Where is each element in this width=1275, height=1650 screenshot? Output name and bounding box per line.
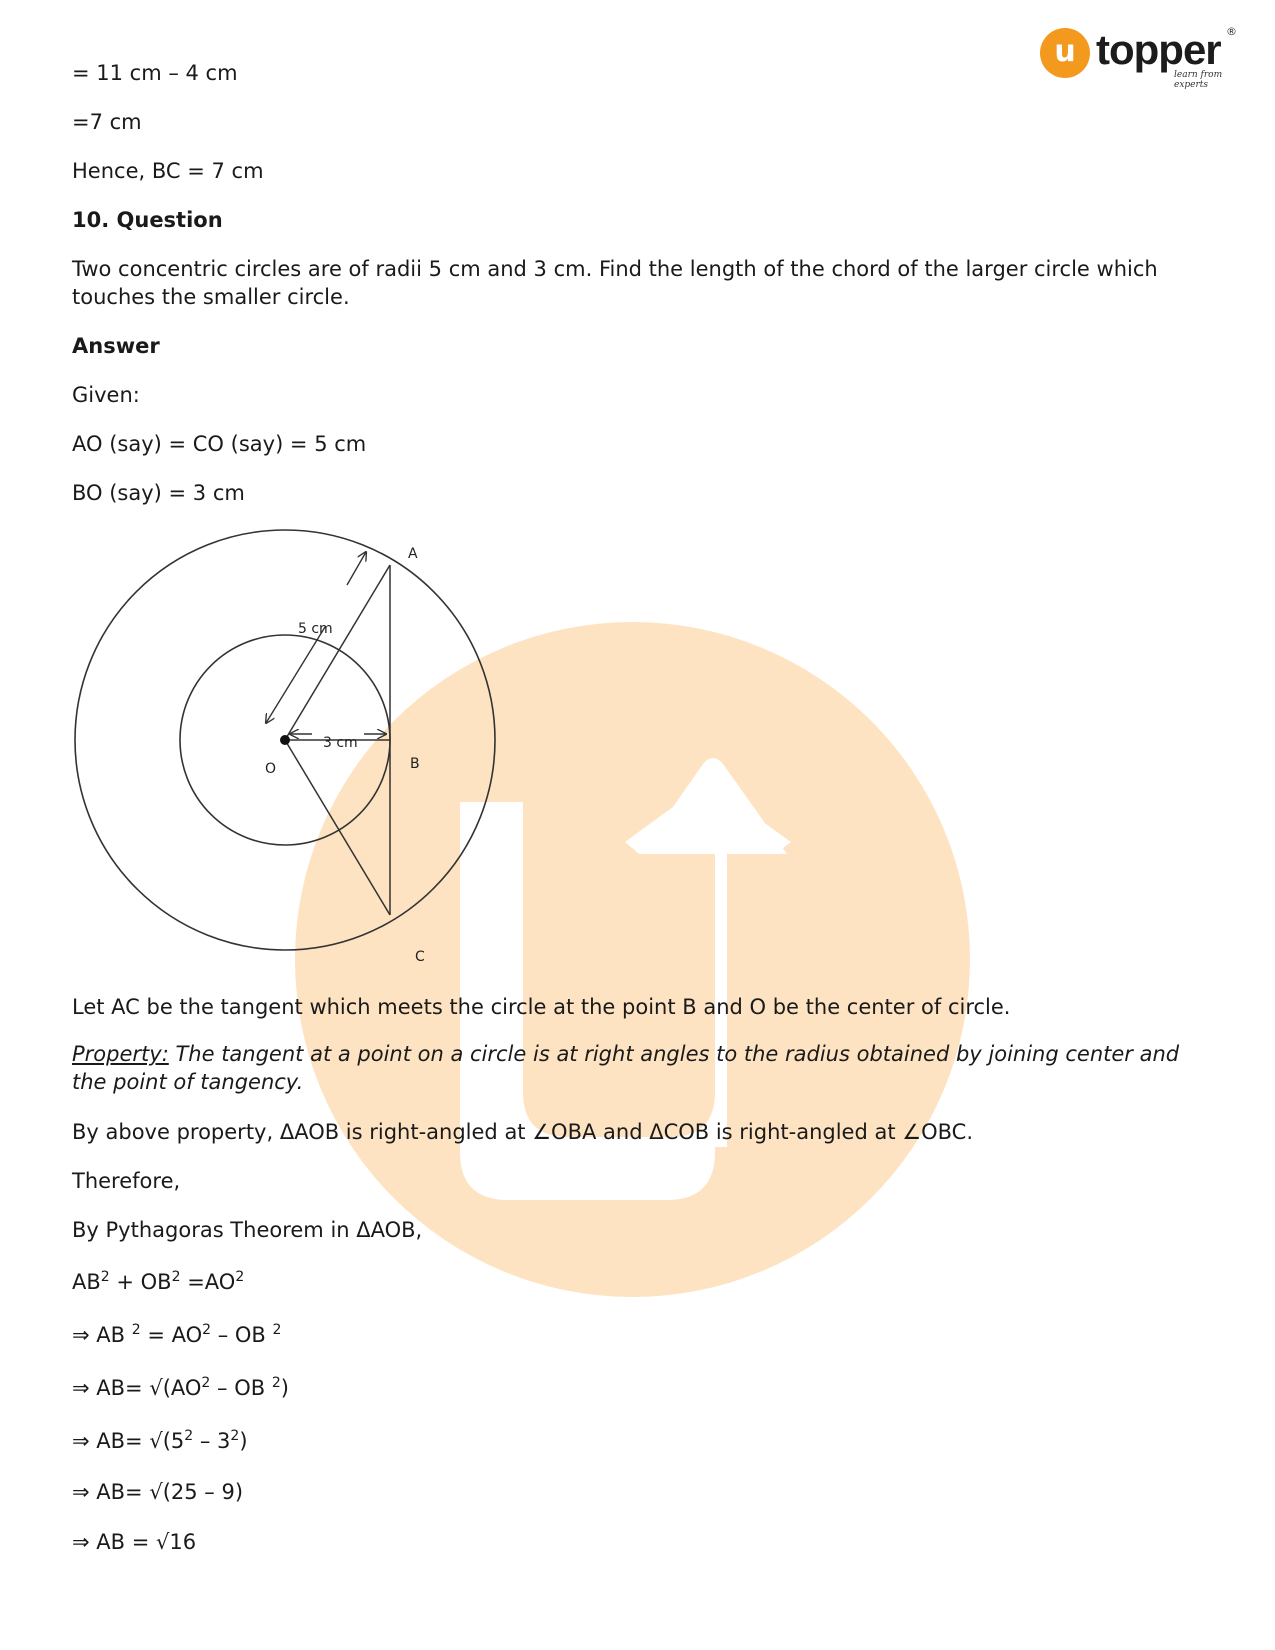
solution-line: = 11 cm – 4 cm	[72, 61, 238, 85]
brand-tagline: learn from experts	[1174, 70, 1223, 90]
equation-line: ⇒ AB $^2 = AO^2$ – OB $^2$	[72, 1322, 282, 1347]
property-text: The tangent at a point on a circle is at right angles to the radius obtained by joining center and the point of tangency.	[72, 1042, 1180, 1094]
segment-oc	[285, 740, 390, 915]
property-label: Property:	[72, 1042, 169, 1066]
solution-line: =7 cm	[72, 110, 142, 134]
label-3cm: 3 cm	[323, 735, 358, 751]
tangent-statement: Let AC be the tangent which meets the circle at the point B and O be the center of circle.	[72, 995, 1011, 1019]
label-5cm: 5 cm	[298, 621, 333, 637]
label-b: B	[410, 756, 420, 772]
brand-name: topper	[1096, 26, 1221, 73]
question-text: Two concentric circles are of radii 5 cm and 3 cm. Find the length of the chord of the larger circle which touches the smaller circle.	[72, 257, 1158, 309]
question-title: 10. Question	[72, 208, 223, 232]
given-ao-co: AO (say) = CO (say) = 5 cm	[72, 432, 367, 456]
radius-arrow-upper	[347, 552, 366, 585]
brand-logo	[1040, 24, 1240, 90]
given-bo: BO (say) = 3 cm	[72, 481, 245, 505]
center-point-o	[280, 735, 290, 745]
segment-oa	[285, 565, 390, 740]
label-c: C	[415, 949, 425, 965]
radius-arrow-lower	[266, 627, 325, 723]
brand-badge: u	[1040, 28, 1090, 78]
property-statement	[72, 1040, 1202, 1096]
equation-line: ⇒ $AB= √(AO^2$ – OB $^2$)	[72, 1375, 289, 1400]
therefore-line: Therefore,	[72, 1169, 181, 1193]
answer-title: Answer	[72, 334, 160, 358]
property-application: By above property, ΔAOB is right-angled at ∠OBA and ΔCOB is right-angled at ∠OBC.	[72, 1120, 973, 1144]
equation-line: ⇒ $AB= √(5^2 - 3^2)$	[72, 1428, 248, 1453]
solution-line: Hence, BC = 7 cm	[72, 159, 264, 183]
registered-mark: ®	[1226, 25, 1237, 38]
given-label: Given:	[72, 383, 140, 407]
pythagoras-line: By Pythagoras Theorem in ΔAOB,	[72, 1218, 423, 1242]
equation-line: ⇒ AB= √(25 – 9)	[72, 1480, 244, 1504]
concentric-circles-figure	[60, 525, 530, 985]
label-a: A	[408, 546, 418, 562]
equation-line: $AB^2 + OB^2 =AO^2$	[72, 1269, 245, 1294]
label-o: O	[265, 761, 277, 777]
equation-line: ⇒ AB = √16	[72, 1530, 197, 1554]
